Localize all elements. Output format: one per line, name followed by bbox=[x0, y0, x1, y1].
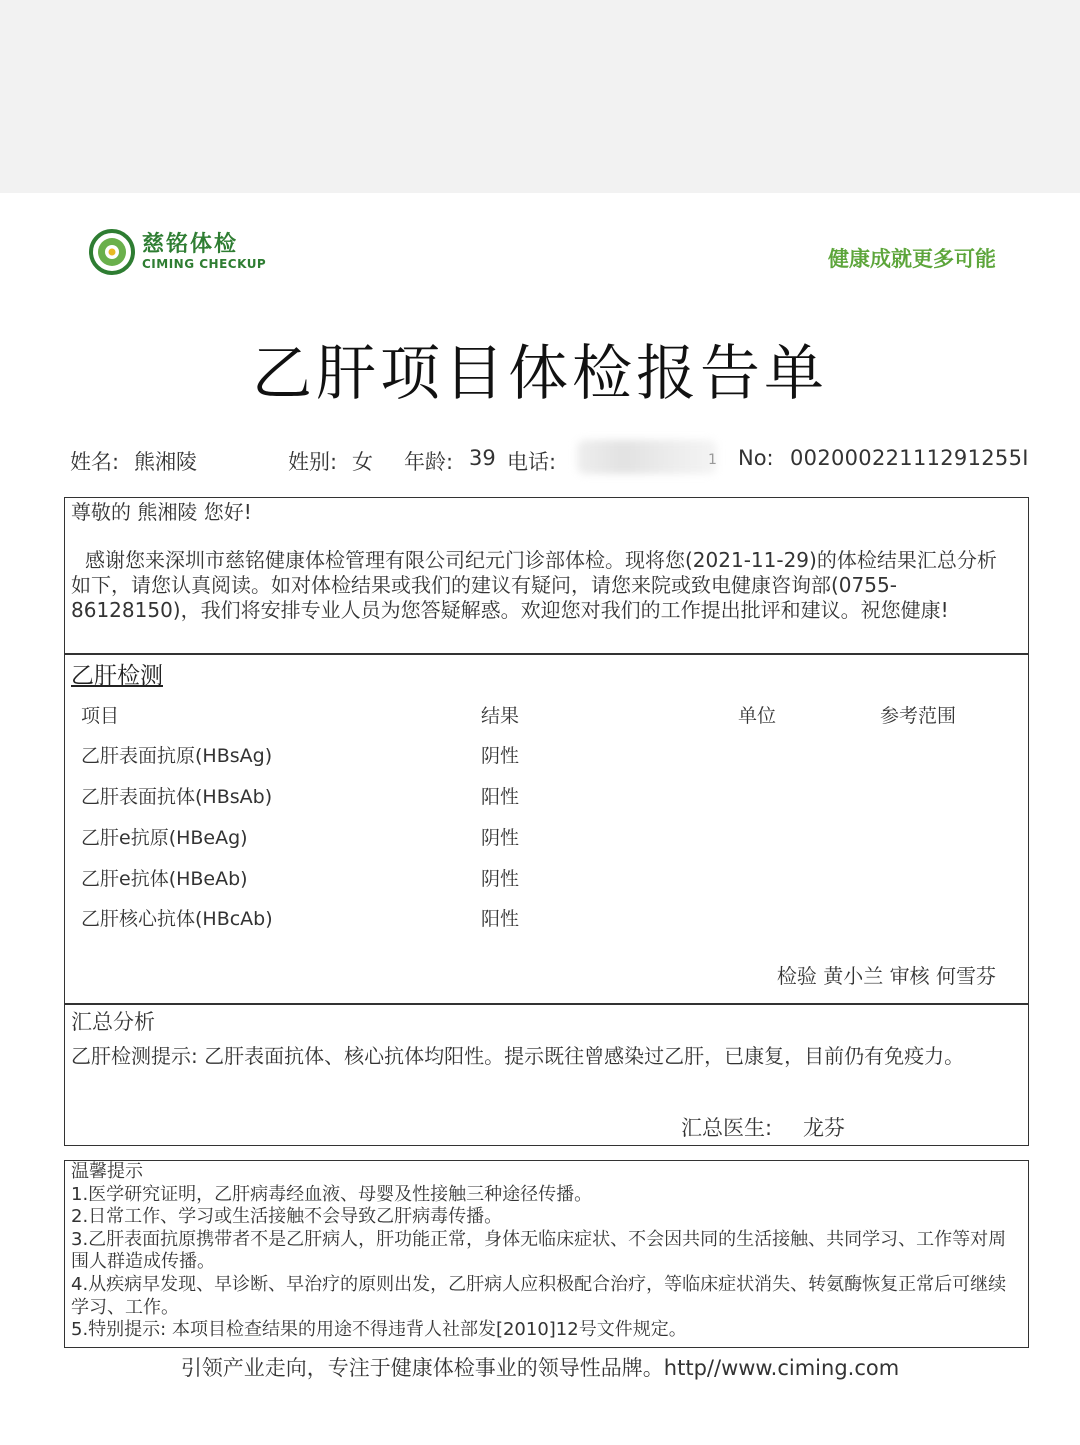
ciming-logo-icon bbox=[88, 228, 136, 276]
phone-label: 电话: bbox=[507, 450, 557, 474]
summary-doctor: 龙芬 bbox=[803, 1116, 845, 1140]
report-no-label: No: bbox=[738, 446, 774, 470]
test-row-item: 乙肝核心抗体(HBcAb) bbox=[81, 908, 273, 930]
test-section bbox=[64, 653, 1029, 1005]
footer-text: 引领产业走向，专注于健康体检事业的领导性品牌。http//www.ciming.com bbox=[180, 1356, 900, 1380]
slogan: 健康成就更多可能 bbox=[828, 247, 996, 271]
patient-name: 熊湘陵 bbox=[134, 450, 197, 474]
name-label: 姓名: bbox=[70, 450, 120, 474]
test-row-result: 阳性 bbox=[481, 908, 520, 930]
phone-redacted bbox=[577, 440, 717, 474]
phone-tail: 1 bbox=[708, 452, 717, 468]
tip-line: 1.医学研究证明，乙肝病毒经血液、母婴及性接触三种途径传播。 bbox=[71, 1183, 593, 1205]
test-row-result: 阴性 bbox=[481, 827, 520, 849]
summary-section bbox=[64, 1003, 1029, 1146]
patient-age: 39 bbox=[469, 446, 496, 470]
patient-gender: 女 bbox=[352, 450, 373, 474]
col-header-result: 结果 bbox=[481, 705, 520, 727]
ciming-logo bbox=[88, 228, 266, 276]
summary-title: 汇总分析 bbox=[71, 1010, 155, 1034]
tips-title: 温馨提示 bbox=[71, 1161, 143, 1182]
test-section-title: 乙肝检测 bbox=[71, 663, 163, 689]
col-header-unit: 单位 bbox=[738, 705, 777, 727]
col-header-reference: 参考范围 bbox=[880, 705, 957, 727]
summary-text: 乙肝检测提示: 乙肝表面抗体、核心抗体均阳性。提示既往曾感染过乙肝，已康复，目前仍有免疫力。 bbox=[71, 1044, 965, 1068]
test-row-result: 阴性 bbox=[481, 868, 520, 890]
tip-line: 5.特别提示: 本项目检查结果的用途不得违背人社部发[2010]12号文件规定。 bbox=[71, 1319, 687, 1341]
tip-line: 2.日常工作、学习或生活接触不会导致乙肝病毒传播。 bbox=[71, 1206, 503, 1228]
logo-english-text: CIMING CHECKUP bbox=[142, 257, 267, 271]
tip-line: 3.乙肝表面抗原携带者不是乙肝病人，肝功能正常，身体无临床症状、不会因共同的生活接触、共同学习、工作等对周围人群造成传播。 bbox=[71, 1228, 1007, 1273]
summary-doctor-label: 汇总医生: bbox=[681, 1116, 773, 1140]
test-row-result: 阳性 bbox=[481, 786, 520, 808]
logo-chinese-text: 慈铭体检 bbox=[142, 232, 239, 257]
test-row-item: 乙肝表面抗体(HBsAb) bbox=[81, 786, 273, 808]
report-title: 乙肝项目体检报告单 bbox=[252, 339, 828, 409]
tips-content bbox=[71, 1161, 1011, 1342]
age-label: 年龄: bbox=[404, 450, 454, 474]
test-row-item: 乙肝e抗原(HBeAg) bbox=[81, 827, 248, 849]
test-row-item: 乙肝e抗体(HBeAb) bbox=[81, 868, 248, 890]
report-no: 00200022111291255I bbox=[790, 446, 1029, 470]
signature: 检验 黄小兰 审核 何雪芬 bbox=[776, 964, 996, 988]
gender-label: 姓别: bbox=[288, 450, 338, 474]
tips-section bbox=[64, 1160, 1029, 1348]
test-row-item: 乙肝表面抗原(HBsAg) bbox=[81, 745, 273, 767]
letter-body: 感谢您来深圳市慈铭健康体检管理有限公司纪元门诊部体检。现将您(2021-11-29)的体检结果汇总分析如下，请您认真阅读。如对体检结果或我们的建议有疑问，请您来院或致电健康咨询部(0755-86128150)，我们将安排专业人员为您答疑解惑。欢迎您对我们的工作提出批评和建议。祝您健康! bbox=[71, 548, 997, 622]
greeting: 尊敬的 熊湘陵 您好! bbox=[71, 500, 252, 524]
letter-section bbox=[64, 497, 1029, 655]
test-row-result: 阴性 bbox=[481, 745, 520, 767]
tip-line: 4.从疾病早发现、早诊断、早治疗的原则出发，乙肝病人应积极配合治疗，等临床症状消失、转氨酶恢复正常后可继续学习、工作。 bbox=[71, 1273, 1007, 1318]
top-blank-band bbox=[0, 0, 1080, 193]
col-header-item: 项目 bbox=[81, 705, 120, 727]
